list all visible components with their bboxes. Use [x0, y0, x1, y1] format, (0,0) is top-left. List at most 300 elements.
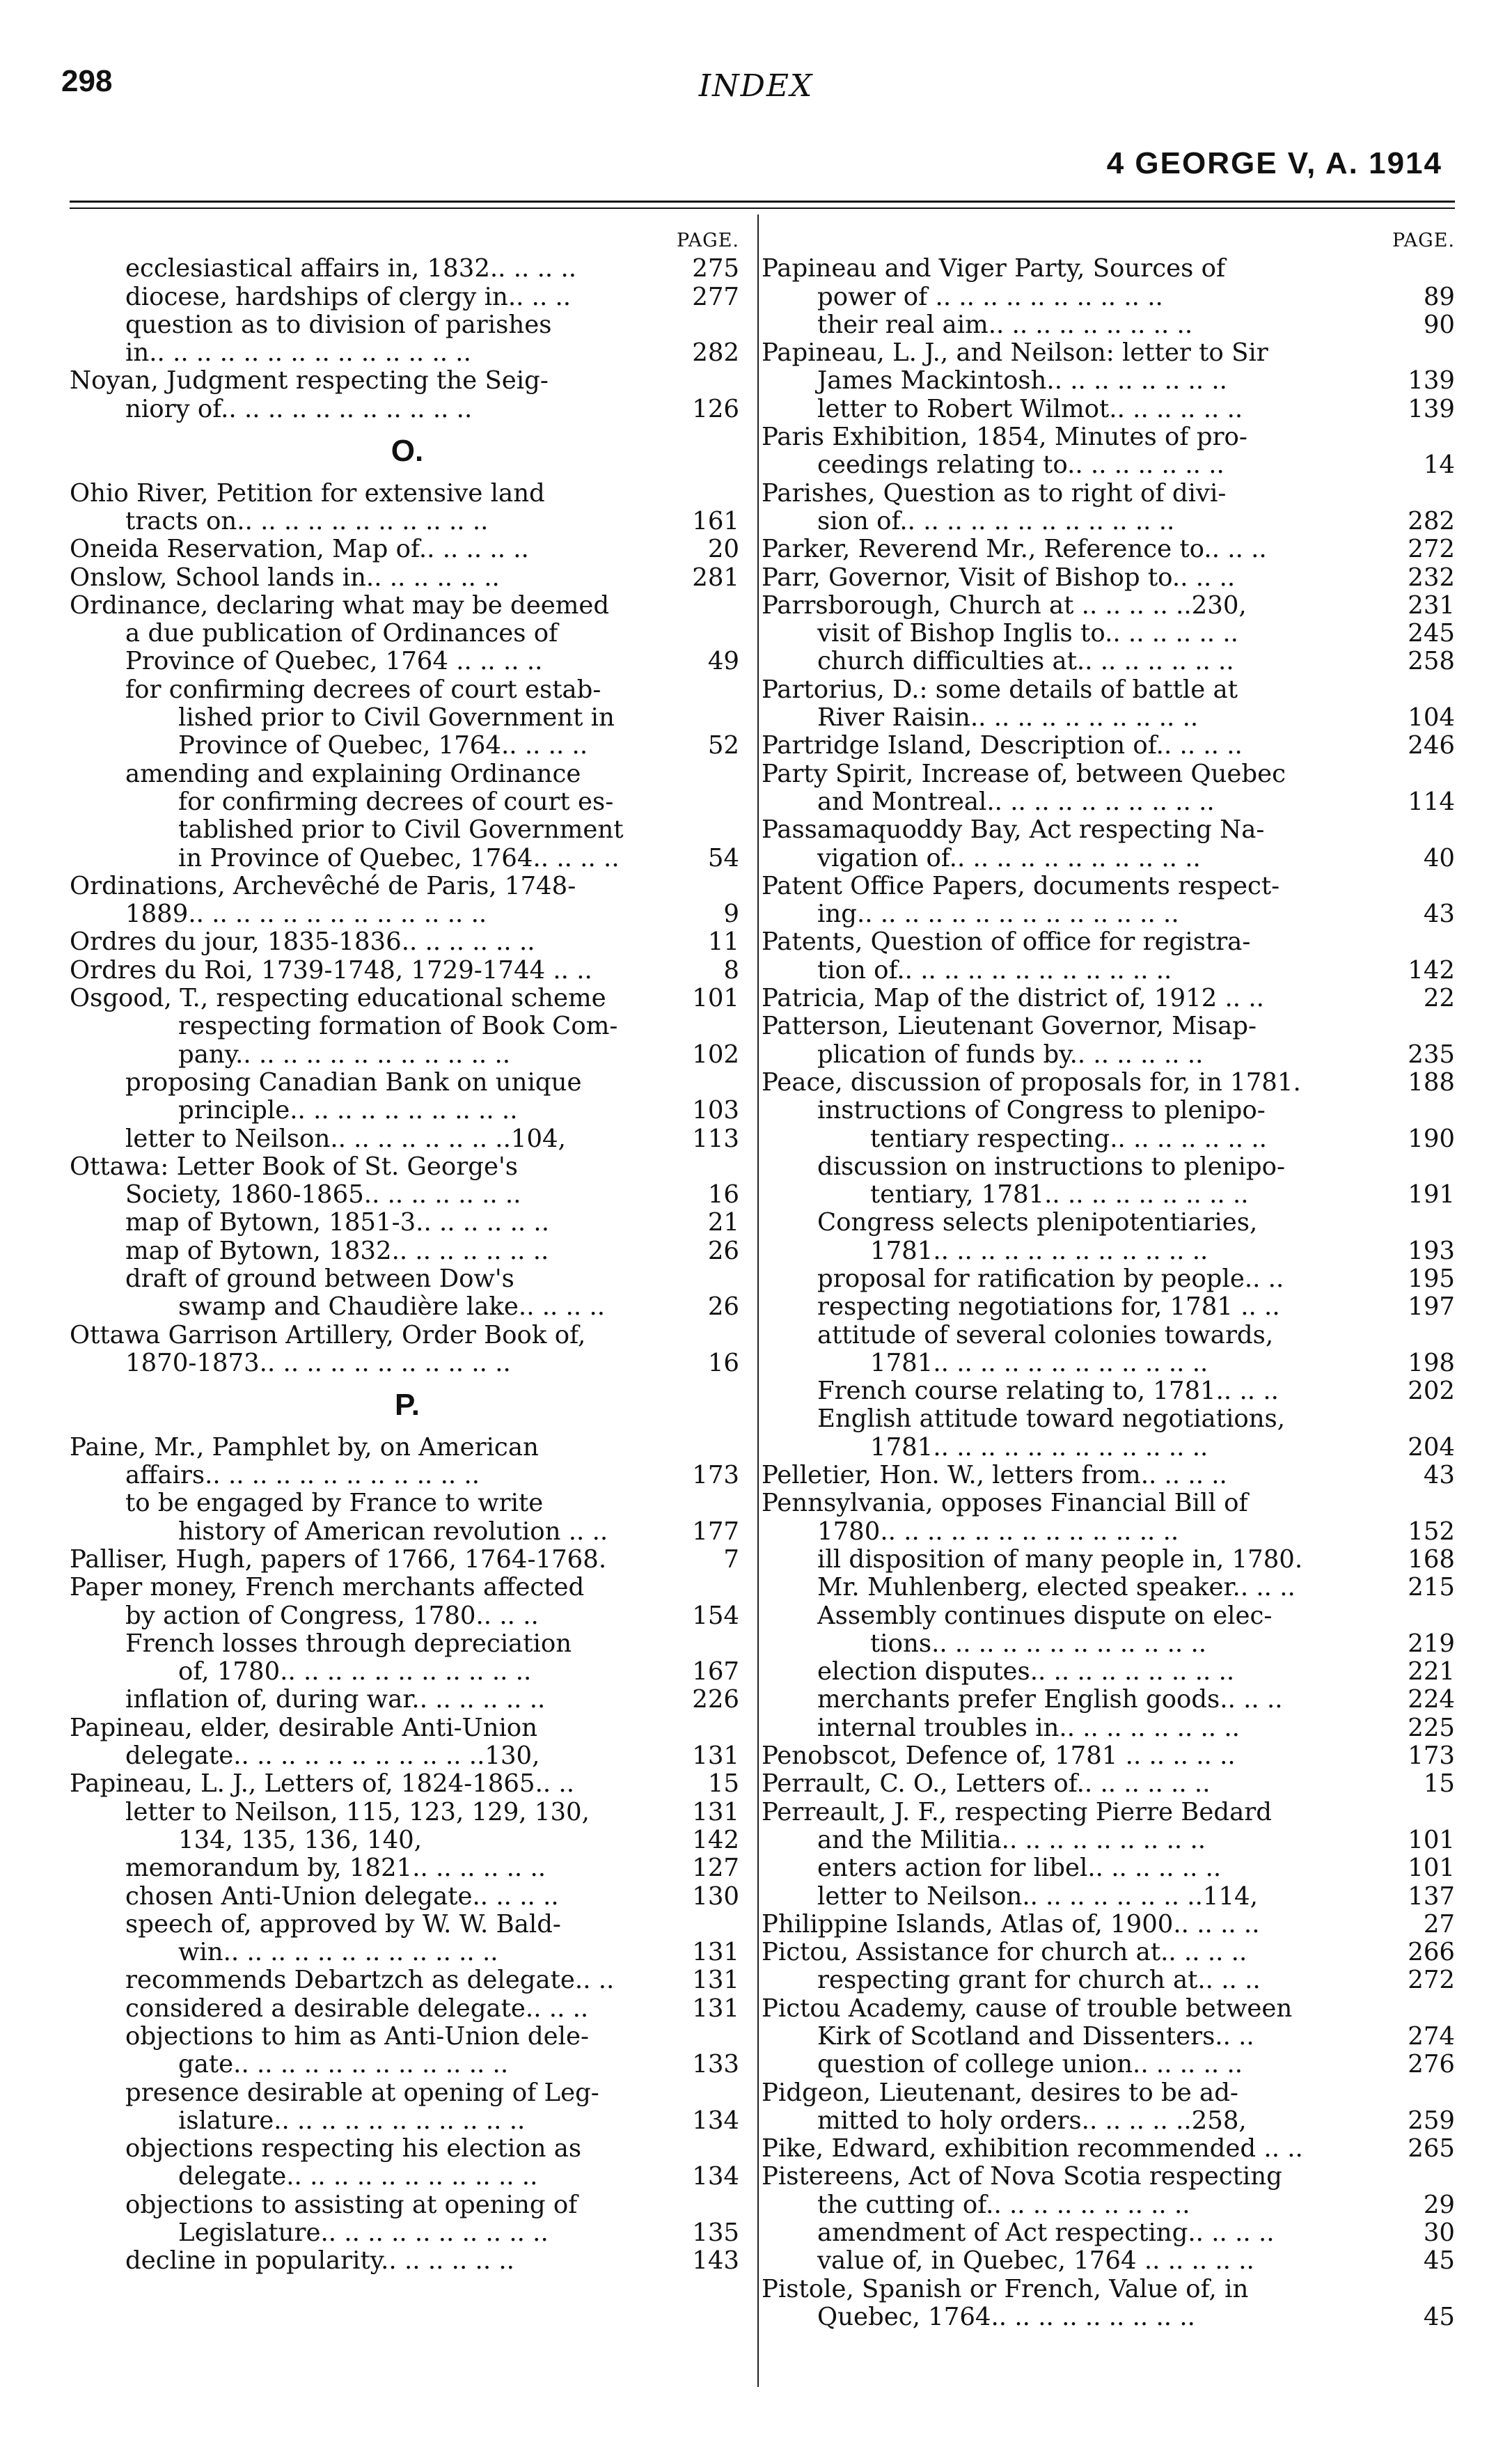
entry-text: question as to division of parishes	[125, 310, 552, 339]
index-continuation	[70, 1293, 745, 1321]
entry-text: Congress selects plenipotentiaries,	[817, 1208, 1258, 1237]
entry-page-number: 130	[692, 1881, 739, 1911]
entry-text: Penobscot, Defence of, 1781 .. .. .. .. ..	[762, 1741, 1236, 1771]
page-column-label: PAGE.	[676, 230, 739, 251]
index-subentry	[762, 620, 1458, 648]
entry-text: chosen Anti-Union delegate.. .. .. ..	[125, 1881, 559, 1911]
index-continuation	[762, 1237, 1458, 1265]
entry-text: Parker, Reverend Mr., Reference to.. .. ..	[762, 535, 1267, 564]
entry-page-number: 266	[1408, 1938, 1455, 1967]
index-subentry	[762, 1883, 1458, 1911]
header-rule-thin	[70, 208, 1455, 209]
entry-page-number: 245	[1408, 619, 1455, 648]
entry-page-number: 204	[1408, 1432, 1455, 1462]
index-continuation	[70, 704, 745, 732]
entry-text: Onslow, School lands in.. .. .. .. .. ..	[70, 563, 500, 592]
index-continuation	[70, 788, 745, 816]
index-subentry	[70, 508, 745, 535]
entry-text: for confirming decrees of court es-	[178, 787, 614, 816]
entry-text: tentiary, 1781.. .. .. .. .. .. .. .. ..	[870, 1180, 1249, 1210]
entry-text: Ordinations, Archevêché de Paris, 1748-	[70, 871, 576, 900]
entry-page-number: 103	[692, 1096, 739, 1125]
entry-text: respecting formation of Book Com-	[178, 1012, 618, 1041]
entry-page-number: 135	[692, 2218, 739, 2248]
entry-page-number: 231	[1408, 590, 1455, 620]
index-entry	[70, 1714, 745, 1742]
index-entry	[70, 928, 745, 956]
index-subentry	[762, 1574, 1458, 1602]
entry-text: map of Bytown, 1851-3.. .. .. .. .. ..	[125, 1208, 549, 1237]
index-subentry	[70, 2191, 745, 2219]
entry-page-number: 26	[707, 1236, 739, 1265]
entry-text: Papineau, L. J., Letters of, 1824-1865.. ..	[70, 1769, 574, 1799]
index-subentry	[762, 1854, 1458, 1882]
index-entry	[70, 1153, 745, 1181]
index-entry	[762, 1069, 1458, 1097]
index-entry	[762, 2276, 1458, 2303]
running-head-title: INDEX	[698, 68, 814, 104]
entry-text: affairs.. .. .. .. .. .. .. .. .. .. .. ..	[125, 1461, 480, 1490]
entry-text: delegate.. .. .. .. .. .. .. .. .. .. ..	[178, 2162, 538, 2191]
entry-text: recommends Debartzch as delegate.. ..	[125, 1966, 615, 1995]
index-subentry	[70, 2079, 745, 2107]
entry-text: attitude of several colonies towards,	[817, 1320, 1274, 1349]
entry-text: diocese, hardships of clergy in.. .. ..	[125, 282, 572, 311]
entry-page-number: 265	[1408, 2134, 1455, 2163]
entry-page-number: 197	[1408, 1292, 1455, 1322]
index-continuation	[70, 2163, 745, 2191]
entry-page-number: 131	[692, 1797, 739, 1826]
entry-text: Osgood, T., respecting educational scheme	[70, 984, 606, 1013]
entry-page-number: 235	[1408, 1040, 1455, 1069]
index-subentry	[70, 1966, 745, 1994]
entry-page-number: 275	[692, 254, 739, 283]
index-entry	[762, 2135, 1458, 2163]
entry-text: Perreault, J. F., respecting Pierre Bedard	[762, 1797, 1272, 1826]
index-continuation	[70, 1012, 745, 1040]
entry-page-number: 142	[1408, 955, 1455, 985]
entry-text: Oneida Reservation, Map of.. .. .. .. ..	[70, 535, 529, 564]
index-entry	[762, 760, 1458, 788]
entry-text: Pistereens, Act of Nova Scotia respecting	[762, 2162, 1282, 2191]
index-continuation	[70, 816, 745, 844]
index-entry	[762, 423, 1458, 451]
entry-text: Paine, Mr., Pamphlet by, on American	[70, 1432, 539, 1462]
entry-text: question of college union.. .. .. .. ..	[817, 2050, 1243, 2079]
index-continuation	[762, 1434, 1458, 1462]
index-continuation	[70, 2107, 745, 2135]
entry-text: internal troubles in.. .. .. .. .. .. .. ..	[817, 1713, 1240, 1742]
entry-page-number: 193	[1408, 1236, 1455, 1265]
entry-page-number: 43	[1423, 1461, 1455, 1490]
entry-text: James Mackintosh.. .. .. .. .. .. .. ..	[817, 366, 1227, 396]
entry-page-number: 134	[692, 2106, 739, 2135]
index-entry	[762, 1462, 1458, 1489]
entry-page-number: 188	[1408, 1067, 1455, 1097]
entry-page-number: 168	[1408, 1544, 1455, 1574]
entry-text: Ordres du Roi, 1739-1748, 1729-1744 .. ..	[70, 955, 592, 985]
index-continuation	[70, 1097, 745, 1125]
entry-text: Ordinance, declaring what may be deemed	[70, 590, 610, 620]
index-entry	[762, 255, 1458, 283]
entry-page-number: 259	[1408, 2106, 1455, 2135]
index-subentry	[762, 283, 1458, 311]
index-subentry	[70, 339, 745, 367]
entry-page-number: 90	[1423, 310, 1455, 339]
index-entry	[70, 535, 745, 563]
index-subentry	[762, 1714, 1458, 1742]
entry-page-number: 49	[707, 647, 739, 676]
entry-page-number: 195	[1408, 1264, 1455, 1293]
entry-page-number: 52	[707, 731, 739, 760]
index-subentry	[762, 1826, 1458, 1854]
index-entry	[762, 1742, 1458, 1770]
index-subentry	[762, 1153, 1458, 1181]
entry-page-number: 139	[1408, 366, 1455, 396]
index-entry	[70, 1322, 745, 1349]
entry-text: 1781.. .. .. .. .. .. .. .. .. .. .. ..	[870, 1432, 1208, 1462]
entry-text: pany.. .. .. .. .. .. .. .. .. .. .. ..	[178, 1040, 511, 1069]
entry-text: gate.. .. .. .. .. .. .. .. .. .. .. ..	[178, 2050, 509, 2079]
index-entry	[762, 985, 1458, 1012]
entry-text: Perrault, C. O., Letters of.. .. .. .. .. ..	[762, 1769, 1211, 1799]
entry-text: proposing Canadian Bank on unique	[125, 1067, 582, 1097]
entry-text: principle.. .. .. .. .. .. .. .. .. ..	[178, 1096, 518, 1125]
entry-page-number: 20	[707, 535, 739, 564]
entry-text: and Montreal.. .. .. .. .. .. .. .. .. ..	[817, 787, 1215, 816]
entry-text: to be engaged by France to write	[125, 1489, 544, 1518]
entry-text: letter to Robert Wilmot.. .. .. .. .. ..	[817, 394, 1243, 423]
entry-page-number: 215	[1408, 1573, 1455, 1602]
entry-text: Noyan, Judgment respecting the Seig-	[70, 366, 549, 396]
entry-page-number: 133	[692, 2050, 739, 2079]
index-entry	[762, 2079, 1458, 2107]
entry-page-number: 89	[1423, 282, 1455, 311]
index-subentry	[70, 2135, 745, 2163]
entry-text: Society, 1860-1865.. .. .. .. .. .. ..	[125, 1180, 521, 1210]
entry-text: Parrsborough, Church at .. .. .. .. ..230,	[762, 590, 1247, 620]
entry-text: French losses through depreciation	[125, 1629, 572, 1658]
index-subentry	[70, 1209, 745, 1237]
index-subentry	[762, 2023, 1458, 2051]
index-subentry	[70, 1349, 745, 1377]
index-entry	[70, 957, 745, 985]
entry-page-number: 16	[707, 1180, 739, 1210]
column-divider	[757, 214, 759, 2387]
entry-page-number: 104	[1408, 703, 1455, 733]
index-entry	[762, 564, 1458, 592]
entry-page-number: 226	[692, 1685, 739, 1714]
index-entry	[70, 1434, 745, 1462]
index-continuation	[70, 732, 745, 760]
entry-page-number: 219	[1408, 1629, 1455, 1658]
index-subentry	[762, 648, 1458, 675]
entry-page-number: 30	[1423, 2218, 1455, 2248]
index-subentry	[70, 311, 745, 339]
entry-text: and the Militia.. .. .. .. .. .. .. .. ..	[817, 1825, 1206, 1854]
index-subentry	[762, 2107, 1458, 2135]
index-subentry	[762, 1097, 1458, 1125]
entry-text: Papineau, elder, desirable Anti-Union	[70, 1713, 538, 1742]
index-continuation	[762, 1630, 1458, 1658]
entry-text: tablished prior to Civil Government	[178, 815, 624, 845]
index-entry	[70, 367, 745, 395]
entry-text: ill disposition of many people in, 1780.	[817, 1544, 1303, 1574]
entry-page-number: 21	[707, 1208, 739, 1237]
index-entry	[70, 1574, 745, 1602]
entry-text: Pike, Edward, exhibition recommended .. ..	[762, 2134, 1303, 2163]
index-entry	[762, 480, 1458, 508]
entry-text: decline in popularity.. .. .. .. .. ..	[125, 2246, 514, 2276]
index-subentry	[762, 1209, 1458, 1237]
entry-page-number: 177	[692, 1517, 739, 1546]
entry-text: Partorius, D.: some details of battle at	[762, 675, 1238, 704]
entry-text: Pictou, Assistance for church at.. .. .. ..	[762, 1938, 1247, 1967]
entry-text: Ordres du jour, 1835-1836.. .. .. .. .. ..	[70, 927, 535, 957]
index-entry	[762, 816, 1458, 844]
index-subentry	[762, 508, 1458, 535]
entry-page-number: 282	[1408, 506, 1455, 535]
entry-page-number: 167	[692, 1657, 739, 1686]
index-continuation	[762, 1349, 1458, 1377]
entry-page-number: 45	[1423, 2246, 1455, 2276]
entry-page-number: 127	[692, 1854, 739, 1883]
index-entry	[762, 1012, 1458, 1040]
entry-page-number: 15	[1423, 1769, 1455, 1799]
index-entry	[70, 1546, 745, 1574]
index-subentry	[762, 1966, 1458, 1994]
entry-page-number: 152	[1408, 1517, 1455, 1546]
entry-page-number: 113	[692, 1124, 739, 1153]
index-subentry	[70, 1911, 745, 1939]
index-subentry	[70, 648, 745, 675]
entry-text: Paris Exhibition, 1854, Minutes of pro-	[762, 423, 1247, 452]
entry-page-number: 11	[707, 927, 739, 957]
entry-text: Ohio River, Petition for extensive land	[70, 478, 545, 508]
entry-page-number: 22	[1423, 984, 1455, 1013]
entry-text: vigation of.. .. .. .. .. .. .. .. .. .. ..	[817, 843, 1201, 872]
entry-page-number: 16	[707, 1348, 739, 1377]
index-continuation	[70, 1658, 745, 1686]
entry-text: Parishes, Question as to right of divi-	[762, 478, 1227, 508]
index-entry	[762, 2163, 1458, 2191]
entry-text: amending and explaining Ordinance	[125, 759, 581, 788]
entry-page-number: 272	[1408, 1966, 1455, 1995]
entry-text: 1780.. .. .. .. .. .. .. .. .. .. .. .. ..	[817, 1517, 1179, 1546]
index-subentry	[762, 1322, 1458, 1349]
entry-text: Province of Quebec, 1764.. .. .. ..	[178, 731, 588, 760]
entry-text: Patricia, Map of the district of, 1912 .. ..	[762, 984, 1264, 1013]
index-subentry	[762, 900, 1458, 928]
section-letter	[70, 1377, 745, 1434]
index-entry	[70, 592, 745, 620]
entry-text: Pennsylvania, opposes Financial Bill of	[762, 1489, 1248, 1518]
entry-page-number: 282	[692, 338, 739, 368]
entry-page-number: 101	[1408, 1825, 1455, 1854]
index-subentry	[762, 311, 1458, 339]
entry-text: islature.. .. .. .. .. .. .. .. .. .. ..	[178, 2106, 526, 2135]
entry-text: 1870-1873.. .. .. .. .. .. .. .. .. .. ..	[125, 1348, 511, 1377]
index-subentry	[70, 1602, 745, 1630]
header-rule-thick	[70, 201, 1455, 203]
entry-text: for confirming decrees of court estab-	[125, 675, 601, 704]
entry-text: plication of funds by.. .. .. .. .. ..	[817, 1040, 1204, 1069]
entry-text: speech of, approved by W. W. Bald-	[125, 1909, 561, 1939]
entry-page-number: 131	[692, 1938, 739, 1967]
index-subentry	[70, 1799, 745, 1826]
entry-text: Ottawa Garrison Artillery, Order Book of,	[70, 1320, 586, 1349]
entry-page-number: 246	[1408, 731, 1455, 760]
entry-text: in Province of Quebec, 1764.. .. .. ..	[178, 843, 620, 872]
entry-text: Pelletier, Hon. W., letters from.. .. .. ..	[762, 1461, 1227, 1490]
entry-text: Patents, Question of office for registra-	[762, 927, 1251, 957]
index-entry	[762, 1799, 1458, 1826]
entry-text: 1889.. .. .. .. .. .. .. .. .. .. .. .. ..	[125, 900, 487, 929]
index-subentry	[70, 1181, 745, 1209]
entry-page-number: 101	[1408, 1854, 1455, 1883]
index-subentry	[762, 845, 1458, 872]
index-subentry	[70, 1995, 745, 2023]
entry-text: Province of Quebec, 1764 .. .. .. ..	[125, 647, 543, 676]
entry-page-number: 142	[692, 1825, 739, 1854]
entry-page-number: 29	[1423, 2190, 1455, 2219]
entry-page-number: 7	[723, 1544, 739, 1574]
entry-text: tion of.. .. .. .. .. .. .. .. .. .. .. ..	[817, 955, 1172, 985]
entry-page-number: 143	[692, 2246, 739, 2276]
entry-text: letter to Neilson.. .. .. .. .. .. .. ..104,	[125, 1124, 566, 1153]
index-entry	[70, 564, 745, 592]
index-entries-right	[762, 255, 1458, 2331]
index-continuation	[70, 1826, 745, 1854]
entry-text: Papineau, L. J., and Neilson: letter to Sir	[762, 338, 1268, 368]
index-subentry	[762, 2219, 1458, 2247]
entry-text: power of .. .. .. .. .. .. .. .. .. ..	[817, 282, 1163, 311]
index-subentry	[762, 1686, 1458, 1714]
entry-text: Patterson, Lieutenant Governor, Misap-	[762, 1012, 1257, 1041]
entry-page-number: 101	[692, 984, 739, 1013]
entry-text: Papineau and Viger Party, Sources of	[762, 254, 1226, 283]
entry-text: tracts on.. .. .. .. .. .. .. .. .. .. ..	[125, 506, 489, 535]
entry-page-number: 191	[1408, 1180, 1455, 1210]
entry-page-number: 43	[1423, 900, 1455, 929]
index-subentry	[762, 1602, 1458, 1630]
entry-page-number: 274	[1408, 2022, 1455, 2051]
entry-text: a due publication of Ordinances of	[125, 619, 558, 648]
entry-text: objections to assisting at opening of	[125, 2190, 578, 2219]
index-column-right	[762, 227, 1458, 2331]
entry-text: by action of Congress, 1780.. .. ..	[125, 1601, 539, 1630]
entry-page-number: 27	[1423, 1909, 1455, 1939]
entry-page-number: 277	[692, 282, 739, 311]
entry-text: Party Spirit, Increase of, between Quebec	[762, 759, 1286, 788]
entry-text: discussion on instructions to plenipo-	[817, 1152, 1285, 1181]
entry-text: Mr. Muhlenberg, elected speaker.. .. ..	[817, 1573, 1296, 1602]
entry-text: Paper money, French merchants affected	[70, 1573, 585, 1602]
index-subentry	[762, 396, 1458, 423]
index-entry	[70, 872, 745, 900]
index-entry	[762, 1911, 1458, 1939]
entry-text: tentiary respecting.. .. .. .. .. .. ..	[870, 1124, 1267, 1153]
index-subentry	[70, 1630, 745, 1658]
entry-text: enters action for libel.. .. .. .. .. ..	[817, 1854, 1222, 1883]
index-entry	[762, 928, 1458, 956]
index-subentry	[70, 283, 745, 311]
entry-text: win.. .. .. .. .. .. .. .. .. .. .. ..	[178, 1938, 498, 1967]
entry-text: Philippine Islands, Atlas of, 1900.. .. .. ..	[762, 1909, 1260, 1939]
index-subentry	[70, 2023, 745, 2051]
index-entry	[762, 1489, 1458, 1517]
index-subentry	[70, 1489, 745, 1517]
index-subentry	[70, 1265, 745, 1293]
index-subentry	[70, 620, 745, 648]
entry-text: respecting grant for church at.. .. ..	[817, 1966, 1261, 1995]
index-entry	[762, 1995, 1458, 2023]
index-subentry	[762, 957, 1458, 985]
entry-text: English attitude toward negotiations,	[817, 1404, 1286, 1434]
entry-text: letter to Neilson.. .. .. .. .. .. .. ..114,	[817, 1881, 1258, 1911]
index-subentry	[762, 788, 1458, 816]
entry-page-number: 190	[1408, 1124, 1455, 1153]
entry-text: Partridge Island, Description of.. .. .. ..	[762, 731, 1243, 760]
entry-text: letter to Neilson, 115, 123, 129, 130,	[125, 1797, 590, 1826]
entry-text: 1781.. .. .. .. .. .. .. .. .. .. .. ..	[870, 1348, 1208, 1377]
index-entry	[762, 872, 1458, 900]
index-subentry	[762, 2303, 1458, 2331]
entry-text: Ottawa: Letter Book of St. George's	[70, 1152, 518, 1181]
entry-text: Assembly continues dispute on elec-	[817, 1601, 1273, 1630]
index-subentry	[70, 760, 745, 788]
entry-page-number: 126	[692, 394, 739, 423]
entry-page-number: 15	[707, 1769, 739, 1799]
index-subentry	[70, 1883, 745, 1911]
index-subentry	[70, 676, 745, 704]
index-subentry	[762, 1405, 1458, 1433]
page-number: 298	[61, 64, 113, 98]
entry-text: merchants prefer English goods.. .. ..	[817, 1685, 1283, 1714]
index-entry	[762, 339, 1458, 367]
entry-text: River Raisin.. .. .. .. .. .. .. .. .. ..	[817, 703, 1199, 733]
entry-text: delegate.. .. .. .. .. .. .. .. .. .. ..130,	[125, 1741, 540, 1771]
index-subentry	[70, 1237, 745, 1265]
index-entry	[762, 535, 1458, 563]
entry-text: objections respecting his election as	[125, 2134, 582, 2163]
entry-page-number: 232	[1408, 563, 1455, 592]
index-entry	[762, 732, 1458, 760]
entry-text: election disputes.. .. .. .. .. .. .. .. ..	[817, 1657, 1235, 1686]
entry-text: respecting negotiations for, 1781 .. ..	[817, 1292, 1280, 1322]
entry-text: Pidgeon, Lieutenant, desires to be ad-	[762, 2078, 1238, 2107]
entry-text: Kirk of Scotland and Dissenters.. ..	[817, 2022, 1254, 2051]
index-subentry	[762, 451, 1458, 479]
entry-page-number: 8	[723, 955, 739, 985]
index-entry	[762, 1939, 1458, 1966]
index-subentry	[762, 1518, 1458, 1546]
entry-text: P.	[395, 1388, 420, 1423]
entry-text: Pistole, Spanish or French, Value of, in	[762, 2274, 1249, 2303]
index-subentry	[762, 1041, 1458, 1069]
entry-text: tions.. .. .. .. .. .. .. .. .. .. .. ..	[870, 1629, 1207, 1658]
entry-page-number: 173	[1408, 1741, 1455, 1771]
entry-text: objections to him as Anti-Union dele-	[125, 2022, 589, 2051]
index-entry	[762, 1770, 1458, 1798]
entry-text: visit of Bishop Inglis to.. .. .. .. .. ..	[817, 619, 1238, 648]
index-entry	[762, 592, 1458, 620]
entry-page-number: 202	[1408, 1377, 1455, 1406]
entry-page-number: 224	[1408, 1685, 1455, 1714]
entry-text: proposal for ratification by people.. ..	[817, 1264, 1284, 1293]
entry-page-number: 281	[692, 563, 739, 592]
entry-text: in.. .. .. .. .. .. .. .. .. .. .. .. .. ..	[125, 338, 471, 368]
